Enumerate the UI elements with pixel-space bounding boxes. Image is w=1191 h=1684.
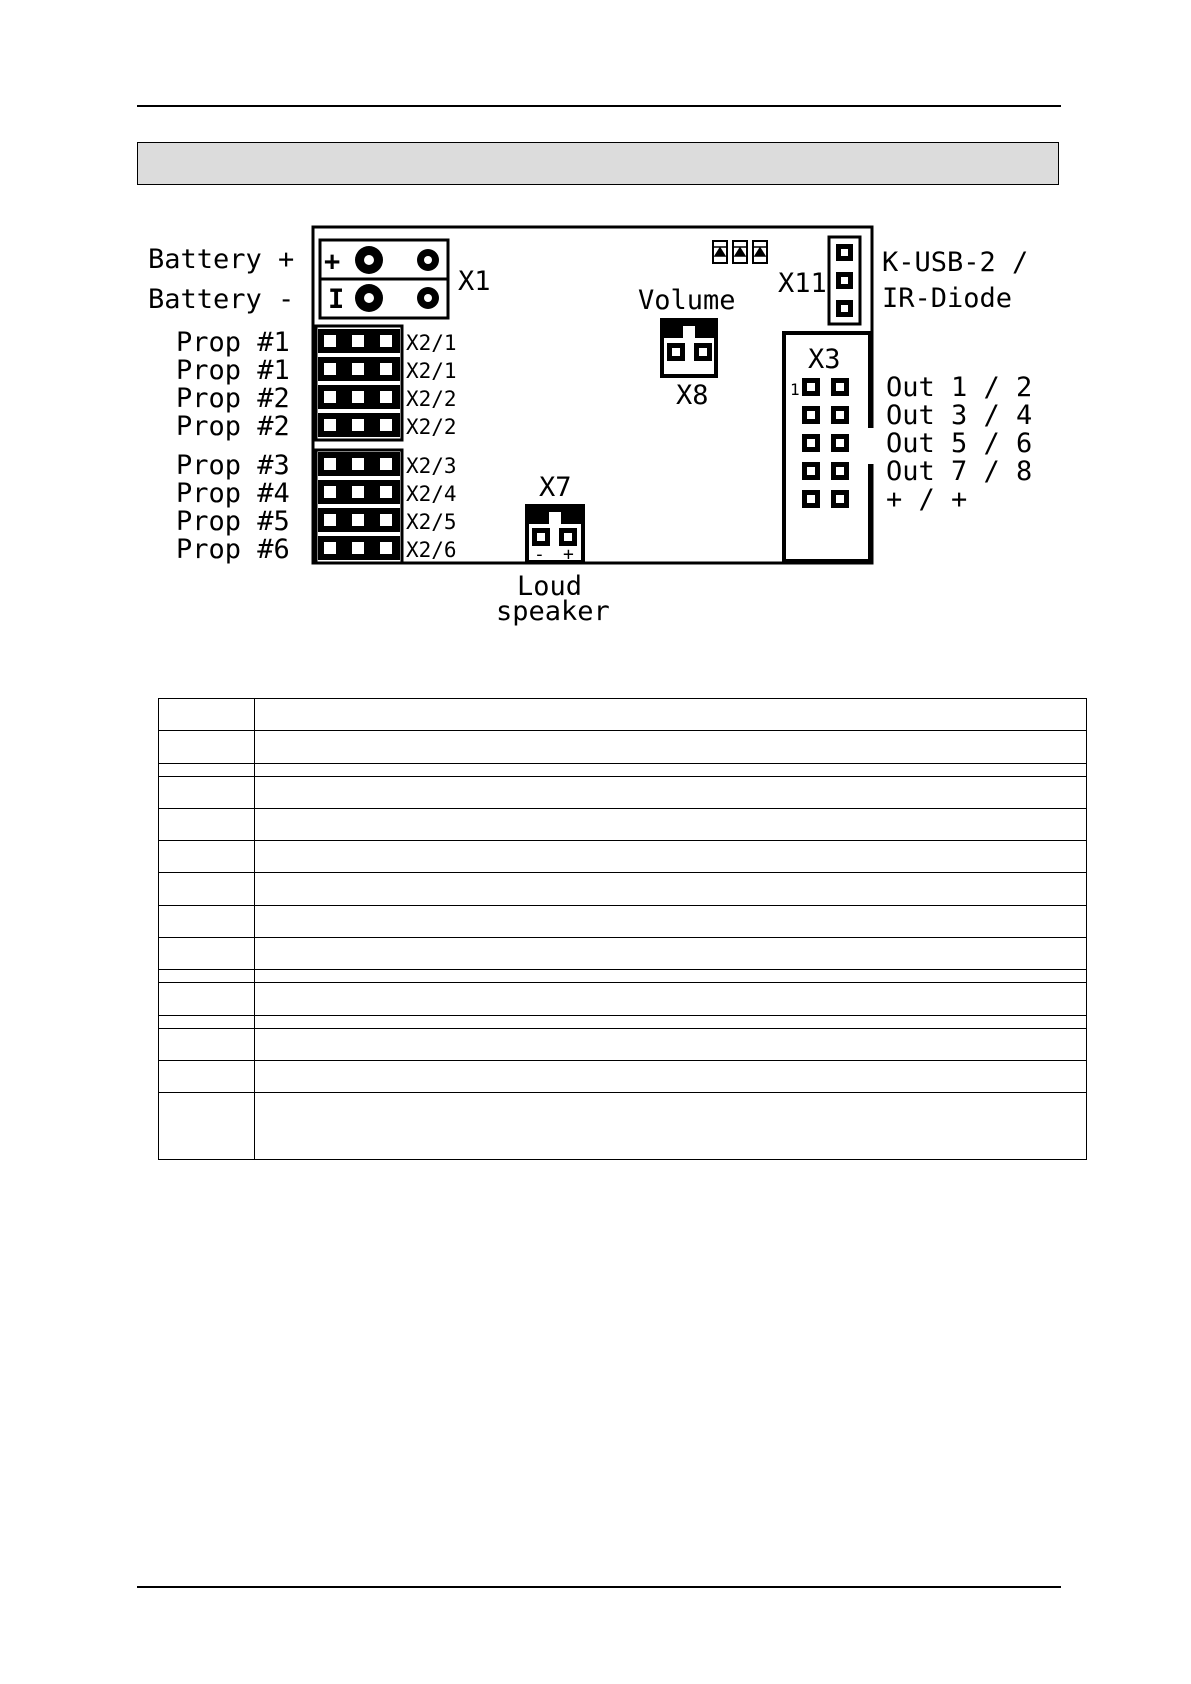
prop-label: Prop #5: [176, 506, 290, 537]
table-row: [159, 1015, 1087, 1028]
table-cell-desc: [255, 970, 1087, 983]
table-row: [159, 1028, 1087, 1060]
x8-label: X8: [676, 380, 709, 411]
table-row: [159, 841, 1087, 873]
prop-label: Prop #2: [176, 383, 290, 414]
speaker-label: speaker: [496, 596, 610, 627]
x2-label: X2/1: [406, 331, 457, 355]
kusb-label: K-USB-2 /: [882, 247, 1029, 278]
x7-plus-sign: +: [563, 544, 574, 565]
out-label: Out 7 / 8: [886, 456, 1033, 487]
battery-plus-label: Battery +: [148, 244, 295, 275]
x2-label: X2/1: [406, 359, 457, 383]
table-cell-desc: [255, 983, 1087, 1015]
table-cell-key: [159, 1028, 255, 1060]
out-label: Out 5 / 6: [886, 428, 1033, 459]
prop-label: Prop #6: [176, 534, 290, 565]
x3-pins: [802, 378, 849, 508]
prop-label: Prop #4: [176, 478, 290, 509]
board-diagram: [0, 0, 1191, 680]
x2-label: X2/6: [406, 538, 457, 562]
table-row: [159, 776, 1087, 808]
prop-label: Prop #2: [176, 411, 290, 442]
table-row: [159, 905, 1087, 937]
table-cell-desc: [255, 1015, 1087, 1028]
table-cell-key: [159, 1060, 255, 1092]
x3-label: X3: [808, 344, 841, 375]
table-row: [159, 938, 1087, 970]
table-cell-key: [159, 808, 255, 840]
table-cell-desc: [255, 763, 1087, 776]
table-cell-desc: [255, 905, 1087, 937]
bottom-rule: [137, 1586, 1061, 1588]
x2-labels: [406, 331, 457, 562]
table-cell-key: [159, 905, 255, 937]
table-cell-key: [159, 1015, 255, 1028]
table-cell-desc: [255, 873, 1087, 905]
x7-label: X7: [539, 472, 572, 503]
table-row: [159, 731, 1087, 763]
x2-label: X2/5: [406, 510, 457, 534]
table-cell-desc: [255, 776, 1087, 808]
table-cell-desc: [255, 1093, 1087, 1160]
x2-label: X2/2: [406, 387, 457, 411]
table-cell-desc: [255, 1060, 1087, 1092]
x2-header-block: [316, 326, 402, 563]
table-row: [159, 763, 1087, 776]
x1-minus-sign: I: [328, 284, 345, 315]
loud-label: Loud: [517, 571, 583, 602]
x7-minus-sign: -: [534, 544, 545, 565]
table-cell-desc: [255, 841, 1087, 873]
out-labels: [886, 372, 1032, 515]
table-row: [159, 1060, 1087, 1092]
table-cell-key: [159, 776, 255, 808]
table-row: [159, 1093, 1087, 1160]
prop-label: Prop #1: [176, 327, 290, 358]
x2-label: X2/3: [406, 454, 457, 478]
table-cell-key: [159, 1093, 255, 1160]
x11-label: X11: [778, 268, 827, 299]
diode-icons: [713, 241, 767, 263]
table-cell-key: [159, 983, 255, 1015]
table-row: [159, 873, 1087, 905]
out-label: Out 3 / 4: [886, 400, 1033, 431]
table-cell-desc: [255, 938, 1087, 970]
table-cell-key: [159, 763, 255, 776]
table-row: [159, 808, 1087, 840]
prop-label: Prop #3: [176, 450, 290, 481]
table-row: [159, 699, 1087, 731]
table-cell-key: [159, 731, 255, 763]
ir-diode-label: IR-Diode: [882, 283, 1013, 314]
table-cell-desc: [255, 808, 1087, 840]
table-cell-key: [159, 699, 255, 731]
x2-label: X2/4: [406, 482, 457, 506]
table-cell-key: [159, 938, 255, 970]
prop-label: Prop #1: [176, 355, 290, 386]
x3-pin1-marker: 1: [790, 380, 800, 399]
table-cell-key: [159, 841, 255, 873]
volume-label: Volume: [638, 285, 736, 316]
x2-label: X2/2: [406, 415, 457, 439]
x1-label: X1: [458, 266, 491, 297]
table-row: [159, 970, 1087, 983]
out-label: + / +: [886, 484, 968, 515]
table-cell-desc: [255, 731, 1087, 763]
pin-table: [158, 698, 1087, 1160]
x1-plus-sign: +: [324, 246, 341, 277]
battery-minus-label: Battery -: [148, 284, 295, 315]
table-cell-key: [159, 873, 255, 905]
table-cell-key: [159, 970, 255, 983]
table-row: [159, 983, 1087, 1015]
table-cell-desc: [255, 1028, 1087, 1060]
prop-labels: [176, 327, 290, 565]
table-cell-desc: [255, 699, 1087, 731]
out-label: Out 1 / 2: [886, 372, 1033, 403]
